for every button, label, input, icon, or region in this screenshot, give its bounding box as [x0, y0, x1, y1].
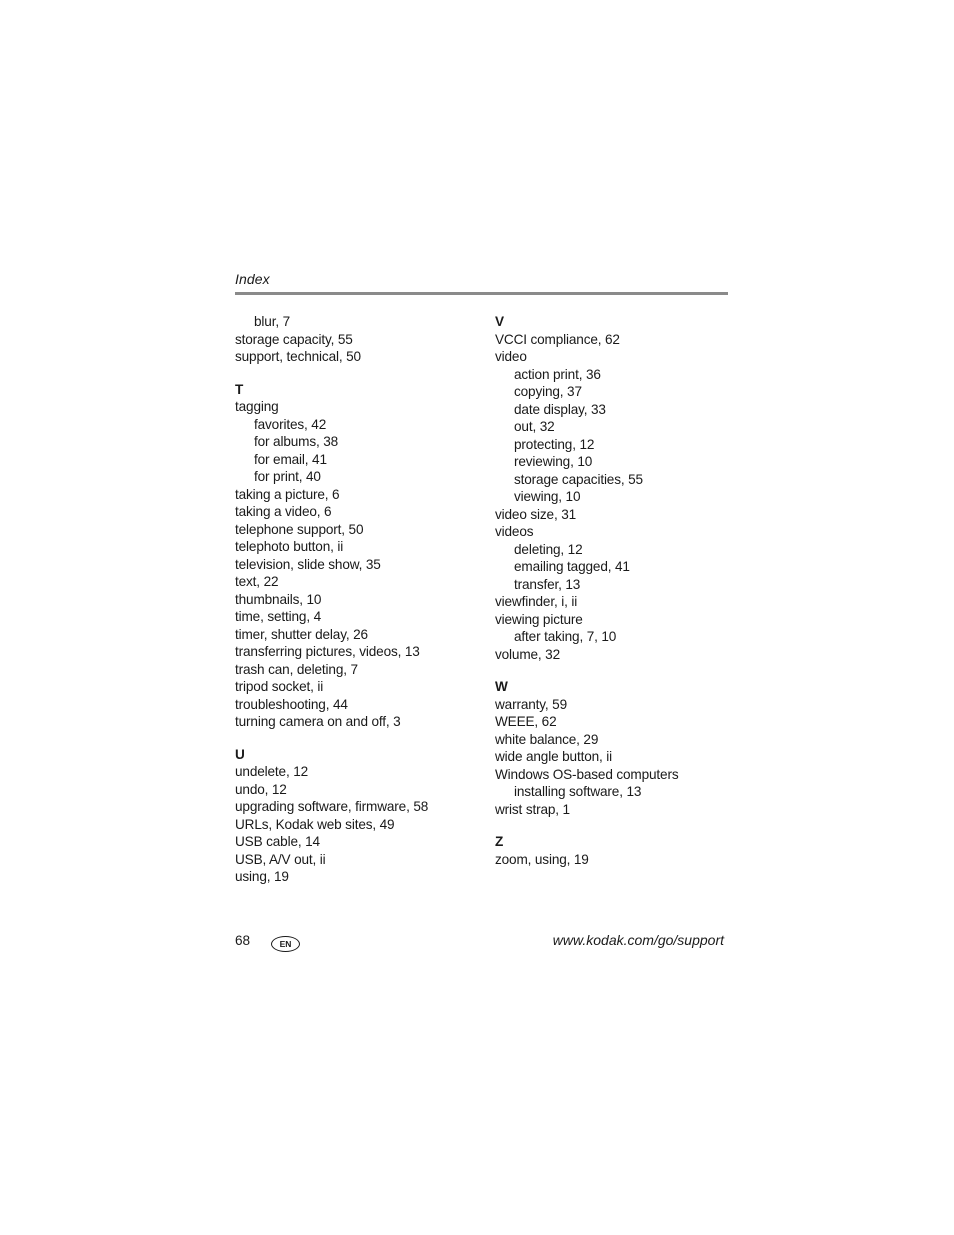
- index-column-right: [495, 313, 735, 868]
- index-entry: transferring pictures, videos, 13: [235, 644, 420, 659]
- index-entry: thumbnails, 10: [235, 591, 322, 607]
- index-entry: videos: [495, 524, 534, 539]
- index-entry: undelete, 12: [235, 764, 309, 779]
- language-badge: EN: [271, 936, 300, 952]
- index-section-letter: U: [235, 746, 245, 762]
- index-subentry: storage capacities, 55: [514, 471, 643, 487]
- index-entry: USB, A/V out, ii: [235, 851, 326, 867]
- index-subentry: protecting, 12: [514, 436, 595, 452]
- page-number: 68: [235, 933, 251, 948]
- index-entry: wrist strap, 1: [495, 801, 570, 817]
- index-entry: support, technical, 50: [235, 349, 361, 364]
- index-subentry: favorites, 42: [254, 416, 327, 432]
- index-entry: text, 22: [235, 574, 279, 589]
- index-entry: using, 19: [235, 869, 289, 884]
- index-section-letter: V: [495, 314, 504, 329]
- index-list-right: [495, 313, 735, 868]
- index-entry: wide angle button, ii: [495, 749, 613, 764]
- index-entry: video size, 31: [495, 506, 577, 522]
- index-subentry: installing software, 13: [514, 784, 642, 799]
- index-subentry: deleting, 12: [514, 541, 583, 557]
- index-entry: white balance, 29: [495, 731, 599, 747]
- index-entry: video: [495, 349, 527, 364]
- header-rule: [235, 292, 728, 295]
- index-entry: undo, 12: [235, 781, 287, 797]
- index-subentry: out, 32: [514, 419, 555, 434]
- page-header-title: Index: [235, 271, 270, 287]
- index-entry: USB cable, 14: [235, 834, 320, 849]
- index-entry: tagging: [235, 399, 279, 414]
- index-subentry: emailing tagged, 41: [514, 559, 630, 574]
- index-entry: VCCI compliance, 62: [495, 331, 620, 347]
- index-entry: viewfinder, i, ii: [495, 594, 578, 609]
- index-subentry: for albums, 38: [254, 434, 339, 449]
- index-subentry: date display, 33: [514, 401, 606, 417]
- index-subentry: blur, 7: [254, 314, 290, 329]
- index-entry: timer, shutter delay, 26: [235, 626, 368, 642]
- index-entry: viewing picture: [495, 611, 583, 627]
- index-subentry: action print, 36: [514, 366, 601, 382]
- index-entry: zoom, using, 19: [495, 851, 589, 867]
- index-entry: URLs, Kodak web sites, 49: [235, 816, 395, 832]
- index-entry: time, setting, 4: [235, 609, 321, 624]
- index-entry: telephoto button, ii: [235, 539, 344, 554]
- index-entry: taking a picture, 6: [235, 486, 340, 502]
- index-entry: telephone support, 50: [235, 521, 364, 537]
- index-entry: taking a video, 6: [235, 504, 332, 519]
- index-entry: storage capacity, 55: [235, 331, 353, 347]
- index-entry: television, slide show, 35: [235, 556, 381, 572]
- index-entry: WEEE, 62: [495, 714, 557, 729]
- index-subentry: reviewing, 10: [514, 454, 593, 469]
- index-entry: volume, 32: [495, 646, 560, 662]
- index-subentry: copying, 37: [514, 384, 582, 399]
- index-column-left: [235, 313, 475, 886]
- index-entry: warranty, 59: [495, 696, 567, 712]
- index-entry: troubleshooting, 44: [235, 696, 348, 712]
- index-entry: tripod socket, ii: [235, 679, 324, 694]
- index-subentry: transfer, 13: [514, 576, 581, 592]
- index-section-letter: T: [235, 381, 244, 397]
- index-subentry: after taking, 7, 10: [514, 629, 617, 644]
- index-section-letter: Z: [495, 834, 504, 849]
- index-entry: upgrading software, firmware, 58: [235, 799, 429, 814]
- index-section-letter: W: [495, 679, 508, 694]
- index-subentry: for email, 41: [254, 451, 327, 467]
- index-entry: Windows OS-based computers: [495, 766, 679, 782]
- support-url-link[interactable]: www.kodak.com/go/support: [552, 932, 724, 948]
- index-subentry: viewing, 10: [514, 489, 581, 504]
- index-list-left: [235, 313, 475, 886]
- index-entry: turning camera on and off, 3: [235, 714, 401, 729]
- index-entry: trash can, deleting, 7: [235, 661, 358, 677]
- index-subentry: for print, 40: [254, 469, 321, 484]
